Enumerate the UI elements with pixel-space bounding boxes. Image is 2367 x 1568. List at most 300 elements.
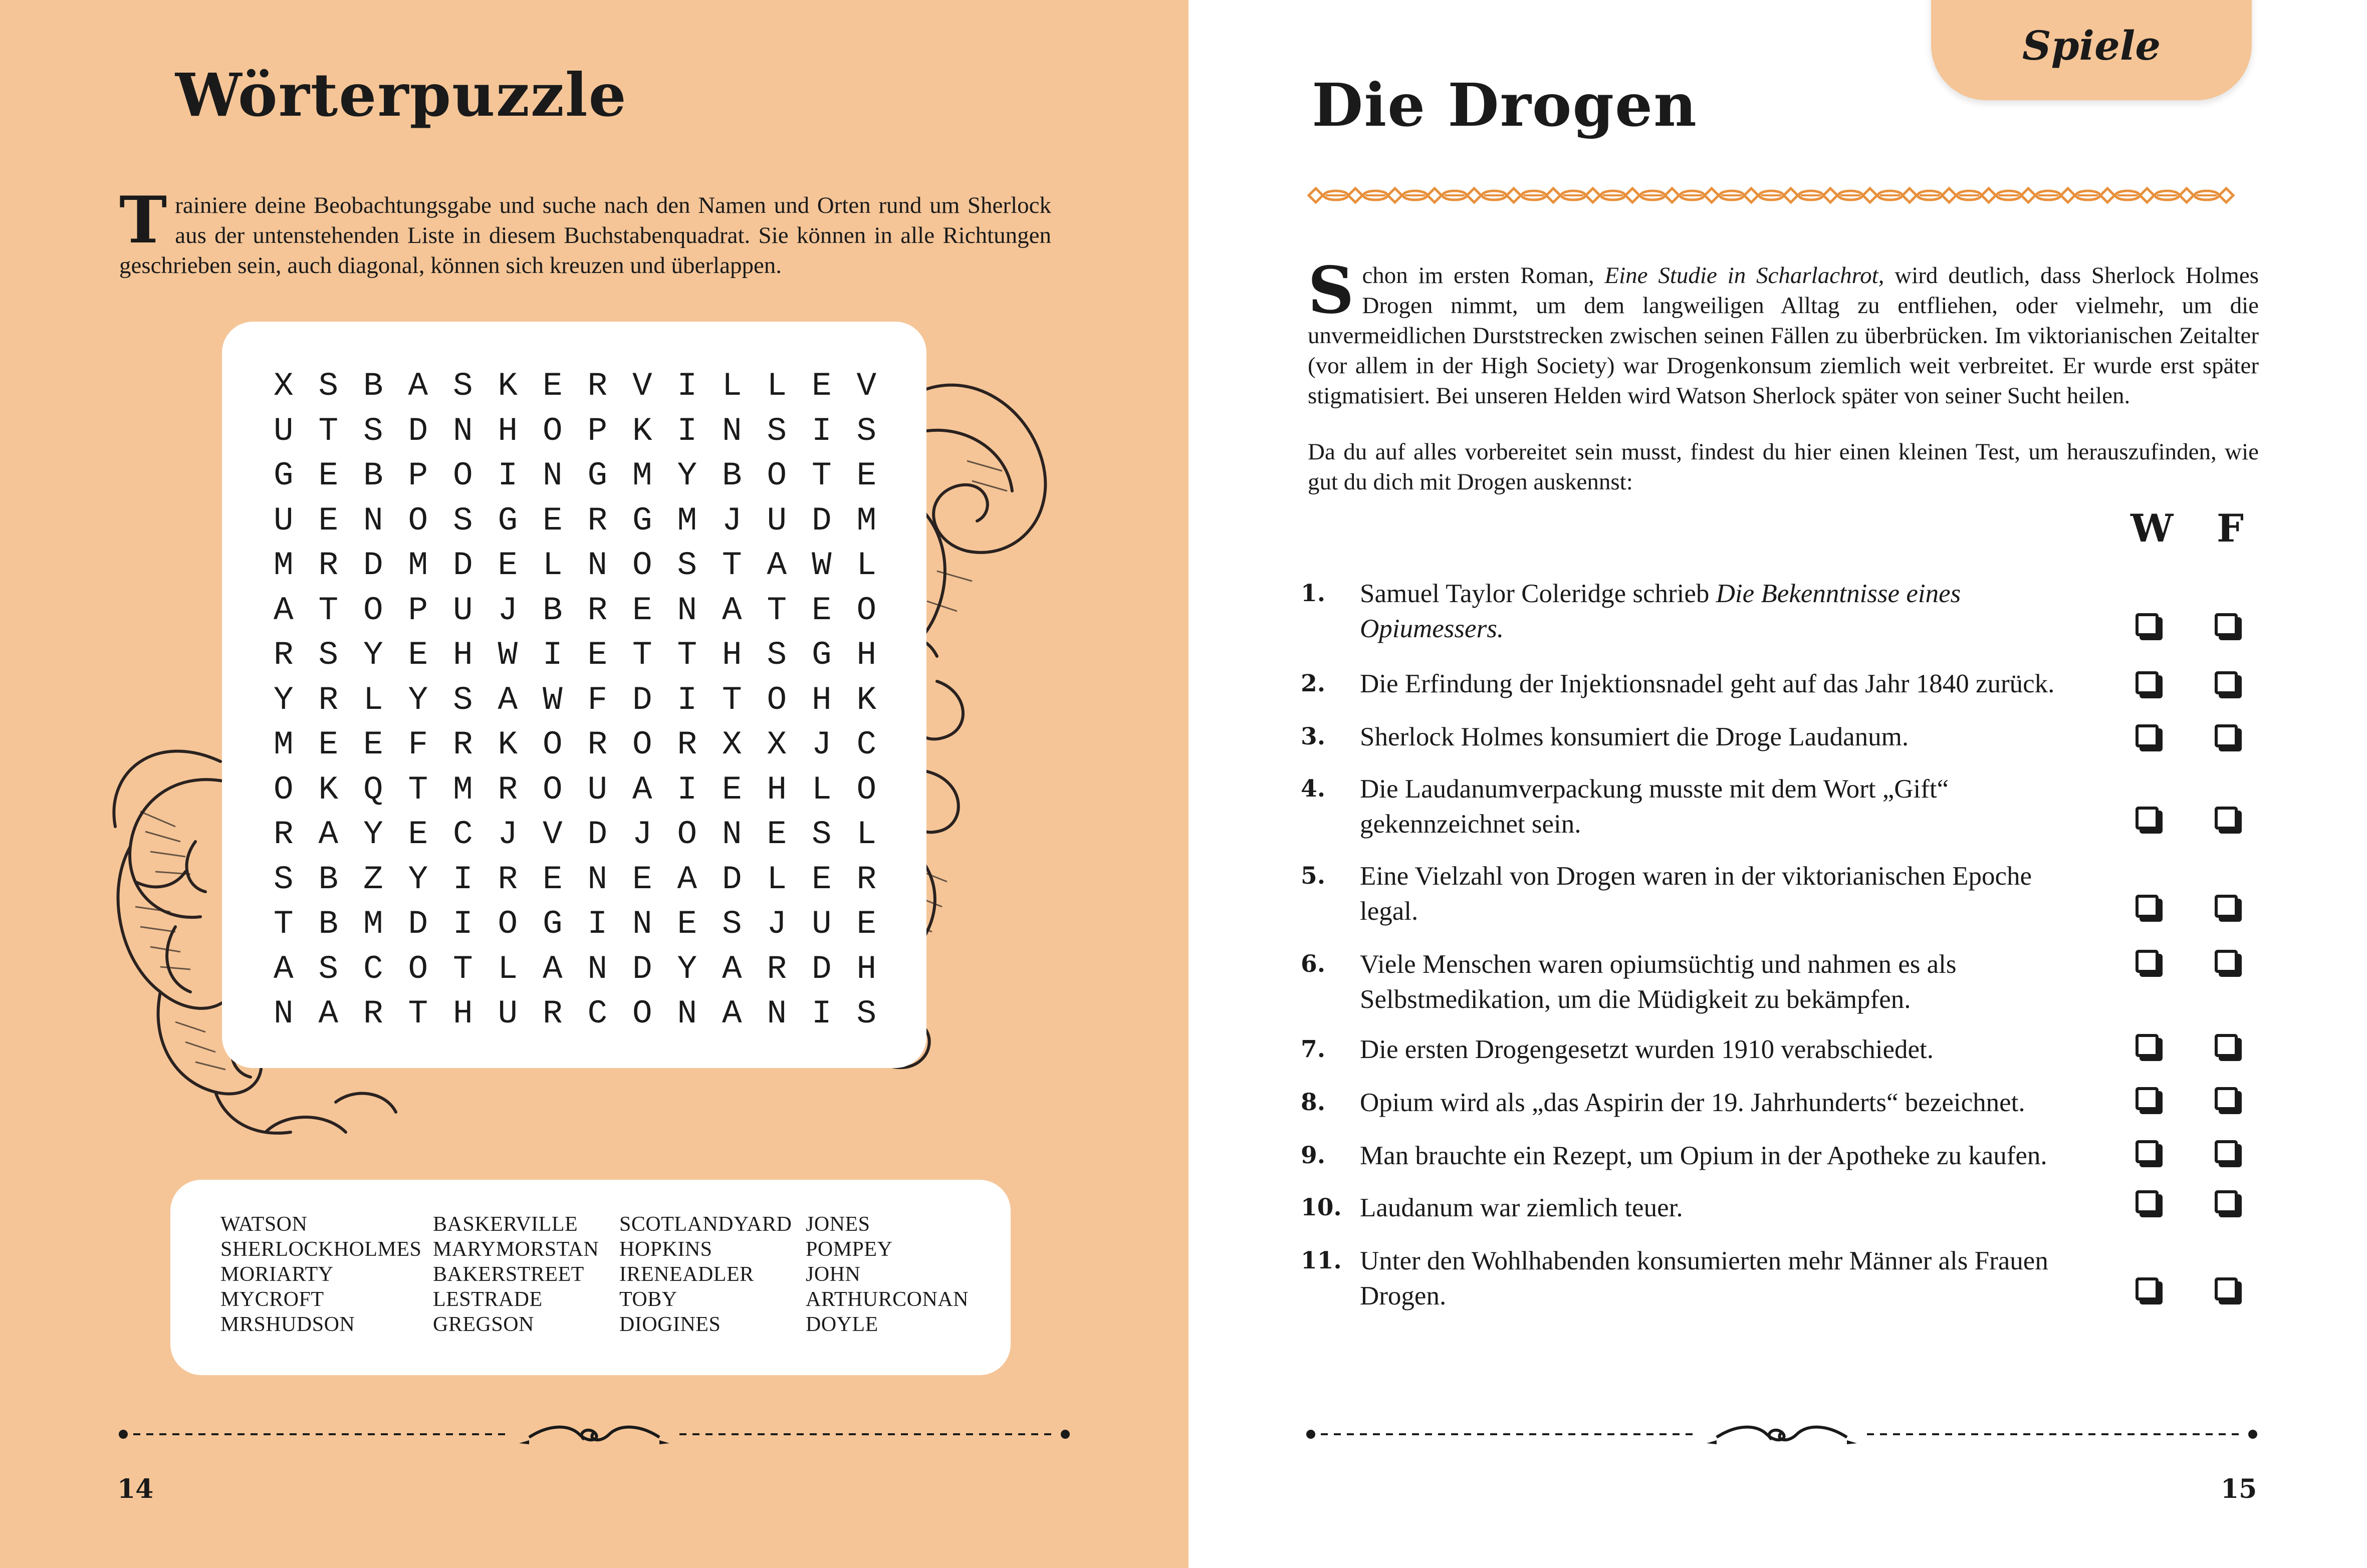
- grid-letter: H: [452, 636, 473, 674]
- grid-letter: T: [273, 905, 294, 943]
- grid-letter: I: [452, 905, 473, 943]
- grid-letter: E: [587, 636, 608, 674]
- question-text: [1360, 666, 2091, 701]
- grid-letter: H: [856, 636, 877, 674]
- grid-letter: L: [722, 367, 742, 405]
- grid-letter: S: [722, 905, 742, 943]
- grid-letter: T: [452, 950, 473, 988]
- grid-letter: R: [587, 591, 608, 629]
- grid-letter: Y: [363, 816, 383, 854]
- grid-letter: R: [498, 770, 518, 809]
- grid-letter: S: [767, 412, 787, 450]
- grid-letter: R: [498, 860, 518, 898]
- grid-letter: B: [363, 367, 383, 405]
- grid-letter: E: [856, 905, 877, 943]
- grid-letter: R: [587, 501, 608, 540]
- grid-letter: N: [722, 412, 742, 450]
- question-number: 3.: [1301, 723, 1326, 750]
- grid-letter: E: [498, 547, 518, 585]
- checkbox-false[interactable]: [2215, 1140, 2238, 1163]
- grid-letter: S: [452, 501, 473, 540]
- word-list-item: HOPKINS: [619, 1238, 713, 1261]
- grid-letter: O: [767, 457, 787, 495]
- grid-letter: T: [408, 770, 428, 809]
- checkbox-false[interactable]: [2215, 895, 2238, 918]
- question-text-italic: Die Bekenntnisse eines Opiumessers.: [1360, 579, 1961, 643]
- grid-letter: V: [856, 367, 877, 405]
- grid-letter: I: [677, 681, 697, 719]
- grid-letter: M: [273, 547, 294, 585]
- column-header-true: W: [2131, 506, 2174, 551]
- grid-letter: V: [542, 816, 563, 854]
- grid-letter: L: [767, 860, 787, 898]
- grid-letter: K: [632, 412, 652, 450]
- grid-letter: X: [767, 726, 787, 764]
- grid-letter: F: [408, 726, 428, 764]
- grid-letter: A: [318, 816, 339, 854]
- grid-letter: O: [632, 726, 652, 764]
- grid-letter: F: [587, 681, 608, 719]
- checkbox-false[interactable]: [2215, 1034, 2238, 1057]
- grid-letter: E: [542, 860, 563, 898]
- word-list-item: ARTHURCONAN: [806, 1288, 969, 1311]
- grid-letter: D: [632, 681, 652, 719]
- grid-letter: H: [452, 995, 473, 1033]
- checkbox-true[interactable]: [2136, 950, 2159, 973]
- question-text-plain: Laudanum war ziemlich teuer.: [1360, 1193, 1683, 1222]
- grid-letter: N: [587, 950, 608, 988]
- grid-letter: H: [811, 681, 832, 719]
- question-text-plain: Man brauchte ein Rezept, um Opium in der Apotheke zu kaufen.: [1360, 1141, 2047, 1170]
- grid-letter: O: [408, 501, 428, 540]
- word-list-item: IRENEADLER: [619, 1263, 754, 1286]
- grid-letter: S: [318, 950, 339, 988]
- grid-letter: N: [452, 412, 473, 450]
- grid-letter: D: [722, 860, 742, 898]
- grid-letter: S: [363, 412, 383, 450]
- grid-letter: K: [498, 367, 518, 405]
- grid-letter: P: [408, 591, 428, 629]
- grid-letter: K: [856, 681, 877, 719]
- grid-letter: A: [273, 591, 294, 629]
- grid-letter: E: [318, 457, 339, 495]
- grid-letter: D: [363, 547, 383, 585]
- grid-letter: T: [722, 681, 742, 719]
- grid-letter: M: [856, 501, 877, 540]
- grid-letter: H: [498, 412, 518, 450]
- question-text-plain: Eine Vielzahl von Drogen waren in der viktorianischen Epoche legal.: [1360, 862, 2032, 926]
- grid-letter: U: [273, 501, 294, 540]
- grid-letter: G: [273, 457, 294, 495]
- checkbox-true[interactable]: [2136, 671, 2159, 694]
- question-text: [1360, 576, 2091, 646]
- question-text-plain: Viele Menschen waren opiumsüchtig und nahmen es als Selbstmedikation, um die Müdigkeit zu bekämpfen.: [1360, 950, 1957, 1014]
- grid-letter: J: [811, 726, 832, 764]
- grid-letter: P: [587, 412, 608, 450]
- grid-letter: A: [632, 770, 652, 809]
- word-list-column: [220, 1212, 421, 1337]
- quiz-intro: Da du auf alles vorbereitet sein musst, findest du hier einen kleinen Test, um herauszufinden, wie gut du dich mit Drogen auskennst:: [1308, 439, 2259, 495]
- checkbox-true[interactable]: [2136, 807, 2159, 830]
- grid-letter: V: [632, 367, 652, 405]
- word-search-grid: [261, 364, 889, 1036]
- grid-letter: A: [722, 995, 742, 1033]
- grid-letter: H: [856, 950, 877, 988]
- grid-letter: U: [273, 412, 294, 450]
- grid-letter: N: [273, 995, 294, 1033]
- grid-letter: M: [363, 905, 383, 943]
- grid-letter: C: [363, 950, 383, 988]
- question-number: 9.: [1301, 1142, 1326, 1169]
- grid-letter: N: [587, 860, 608, 898]
- grid-letter: E: [408, 816, 428, 854]
- grid-letter: G: [632, 501, 652, 540]
- grid-letter: T: [811, 457, 832, 495]
- grid-letter: O: [632, 547, 652, 585]
- grid-letter: O: [856, 591, 877, 629]
- checkbox-true[interactable]: [2136, 1034, 2159, 1057]
- question-text: [1360, 947, 2091, 1017]
- grid-letter: N: [677, 995, 697, 1033]
- grid-letter: R: [677, 726, 697, 764]
- grid-letter: S: [767, 636, 787, 674]
- grid-letter: A: [542, 950, 563, 988]
- grid-letter: T: [318, 591, 339, 629]
- grid-letter: E: [856, 457, 877, 495]
- grid-letter: A: [677, 860, 697, 898]
- grid-letter: N: [587, 547, 608, 585]
- question-text-plain: Samuel Taylor Coleridge schrieb: [1360, 579, 1716, 608]
- grid-letter: D: [408, 412, 428, 450]
- grid-letter: D: [452, 547, 473, 585]
- word-list-item: MARYMORSTAN: [433, 1238, 599, 1261]
- grid-letter: E: [811, 367, 832, 405]
- drugs-intro: [1308, 253, 2259, 411]
- grid-letter: M: [632, 457, 652, 495]
- grid-letter: G: [811, 636, 832, 674]
- grid-letter: Z: [363, 860, 383, 898]
- grid-letter: J: [498, 816, 518, 854]
- grid-letter: S: [318, 636, 339, 674]
- grid-letter: E: [677, 905, 697, 943]
- grid-letter: S: [273, 860, 294, 898]
- grid-letter: E: [632, 591, 652, 629]
- question-text: [1360, 1085, 2091, 1120]
- question-number: 2.: [1301, 670, 1326, 697]
- grid-letter: Y: [677, 950, 697, 988]
- question-text: [1360, 719, 2091, 754]
- word-list-column: [619, 1212, 792, 1337]
- grid-letter: O: [677, 816, 697, 854]
- dropcap: S: [1308, 253, 1354, 328]
- grid-letter: Y: [677, 457, 697, 495]
- question-text: [1360, 771, 2091, 842]
- grid-letter: D: [811, 950, 832, 988]
- grid-letter: R: [542, 995, 563, 1033]
- grid-letter: K: [498, 726, 518, 764]
- grid-letter: E: [363, 726, 383, 764]
- word-list-item: LESTRADE: [433, 1288, 543, 1311]
- grid-letter: W: [811, 547, 832, 585]
- grid-letter: W: [498, 636, 518, 674]
- grid-letter: D: [587, 816, 608, 854]
- word-list-card: [170, 1180, 1011, 1375]
- word-list-item: JOHN: [806, 1263, 861, 1286]
- word-list-item: BAKERSTREET: [433, 1263, 584, 1286]
- grid-letter: E: [722, 770, 742, 809]
- grid-letter: W: [542, 681, 563, 719]
- word-list-item: MYCROFT: [220, 1288, 324, 1311]
- page-number: 15: [2221, 1474, 2257, 1504]
- checkbox-false[interactable]: [2215, 807, 2238, 830]
- question-number: 7.: [1301, 1035, 1326, 1063]
- question-number: 10.: [1301, 1194, 1342, 1221]
- page-title-word-puzzle: Wörterpuzzle: [175, 60, 627, 130]
- question-text-plain: Die Erfindung der Injektionsnadel geht auf das Jahr 1840 zurück.: [1360, 669, 2055, 698]
- grid-letter: X: [273, 367, 294, 405]
- word-list-item: DIOGINES: [619, 1313, 721, 1336]
- grid-letter: O: [632, 995, 652, 1033]
- grid-letter: R: [767, 950, 787, 988]
- grid-letter: M: [408, 547, 428, 585]
- grid-letter: H: [722, 636, 742, 674]
- word-list-item: WATSON: [220, 1213, 308, 1236]
- grid-letter: O: [452, 457, 473, 495]
- grid-letter: B: [542, 591, 563, 629]
- question-number: 1.: [1301, 580, 1326, 607]
- grid-letter: S: [811, 816, 832, 854]
- grid-letter: J: [498, 591, 518, 629]
- grid-letter: R: [273, 816, 294, 854]
- grid-letter: I: [677, 770, 697, 809]
- grid-letter: R: [856, 860, 877, 898]
- grid-letter: C: [587, 995, 608, 1033]
- grid-letter: C: [856, 726, 877, 764]
- page-title-drugs: Die Drogen: [1312, 70, 1698, 140]
- word-list-item: DOYLE: [806, 1313, 878, 1336]
- grid-letter: B: [363, 457, 383, 495]
- page-number: 14: [117, 1474, 154, 1504]
- question-text-plain: Die Laudanumverpackung musste mit dem Wort „Gift“ gekennzeichnet sein.: [1360, 774, 1949, 839]
- word-list-item: MORIARTY: [220, 1263, 334, 1286]
- grid-letter: U: [767, 501, 787, 540]
- checkbox-false[interactable]: [2215, 1277, 2238, 1300]
- grid-letter: O: [767, 681, 787, 719]
- grid-letter: T: [722, 547, 742, 585]
- word-list-item: POMPEY: [806, 1238, 893, 1261]
- word-search-card: [222, 322, 926, 1068]
- grid-letter: E: [318, 501, 339, 540]
- grid-letter: U: [587, 770, 608, 809]
- question-number: 5.: [1301, 862, 1326, 890]
- grid-letter: T: [318, 412, 339, 450]
- grid-letter: A: [767, 547, 787, 585]
- grid-letter: J: [767, 905, 787, 943]
- column-header-false: F: [2217, 506, 2244, 551]
- grid-letter: O: [856, 770, 877, 809]
- checkbox-true[interactable]: [2136, 724, 2159, 747]
- word-list-item: BASKERVILLE: [433, 1213, 578, 1236]
- grid-letter: Y: [408, 681, 428, 719]
- question-text: [1360, 1032, 2091, 1067]
- grid-letter: I: [587, 905, 608, 943]
- grid-letter: R: [452, 726, 473, 764]
- grid-letter: R: [318, 681, 339, 719]
- grid-letter: Y: [363, 636, 383, 674]
- grid-letter: O: [542, 412, 563, 450]
- footer-divider-ornament-icon: [1306, 1419, 2258, 1449]
- grid-letter: I: [811, 995, 832, 1033]
- word-list-item: SHERLOCKHOLMES: [220, 1238, 422, 1261]
- grid-letter: S: [677, 547, 697, 585]
- puzzle-intro-text: rainiere deine Beobachtungsgabe und suche nach den Namen und Orten rund um Sherlock aus der untenstehenden Liste in diesem Buchstabenquadrat. Sie können in alle Richtungen geschrieben sein, auch diagonal, können sich kreuzen und überlappen.: [119, 192, 1051, 279]
- question-text-plain: Die ersten Drogengesetzt wurden 1910 verabschiedet.: [1360, 1035, 1934, 1064]
- word-list-column: [806, 1212, 969, 1337]
- grid-letter: O: [363, 591, 383, 629]
- question-text-plain: Sherlock Holmes konsumiert die Droge Laudanum.: [1360, 722, 1909, 751]
- grid-letter: E: [811, 860, 832, 898]
- grid-letter: J: [632, 816, 652, 854]
- grid-letter: U: [452, 591, 473, 629]
- question-text: [1360, 1243, 2091, 1314]
- checkbox-false[interactable]: [2215, 1087, 2238, 1110]
- grid-letter: N: [542, 457, 563, 495]
- grid-letter: K: [318, 770, 339, 809]
- word-list-item: MRSHUDSON: [220, 1313, 355, 1336]
- word-list-item: JONES: [806, 1213, 870, 1236]
- grid-letter: D: [811, 501, 832, 540]
- grid-letter: L: [498, 950, 518, 988]
- grid-letter: A: [408, 367, 428, 405]
- grid-letter: Q: [363, 770, 383, 809]
- grid-letter: D: [408, 905, 428, 943]
- grid-letter: R: [587, 367, 608, 405]
- checkbox-false[interactable]: [2215, 613, 2238, 636]
- grid-letter: I: [677, 412, 697, 450]
- grid-letter: E: [408, 636, 428, 674]
- grid-letter: S: [318, 367, 339, 405]
- checkbox-true[interactable]: [2136, 1087, 2159, 1110]
- drugs-intro-part2: wird deutlich, dass Sherlock Holmes Drogen nimmt, um dem langweiligen Alltag zu entfliehen, oder vielmehr, um die unvermeidlichen Durststrecken zwischen seinen Fällen zu überbrücken. Im viktorianischen Zeitalter (vor allem in der High Society) war Drogenkonsum ziemlich weit verbreitet. Er wurde erst später stigmatisiert. Bei unseren Helden wird Watson Sherlock später von seiner Sucht heilen.: [1308, 263, 2259, 409]
- word-list-item: SCOTLANDYARD: [619, 1213, 792, 1236]
- grid-letter: M: [677, 501, 697, 540]
- grid-letter: I: [452, 860, 473, 898]
- grid-letter: L: [767, 367, 787, 405]
- question-text: [1360, 1190, 2091, 1225]
- grid-letter: E: [767, 816, 787, 854]
- grid-letter: S: [452, 367, 473, 405]
- grid-letter: G: [542, 905, 563, 943]
- checkbox-false[interactable]: [2215, 950, 2238, 973]
- chain-ornament-icon: [1306, 180, 2261, 210]
- grid-letter: E: [542, 501, 563, 540]
- grid-letter: O: [542, 726, 563, 764]
- grid-letter: L: [856, 547, 877, 585]
- checkbox-true[interactable]: [2136, 895, 2159, 918]
- grid-letter: L: [811, 770, 832, 809]
- grid-letter: A: [722, 591, 742, 629]
- grid-letter: G: [587, 457, 608, 495]
- grid-letter: H: [767, 770, 787, 809]
- grid-letter: G: [498, 501, 518, 540]
- word-list-item: TOBY: [619, 1288, 677, 1311]
- grid-letter: E: [632, 860, 652, 898]
- checkbox-false[interactable]: [2215, 1190, 2238, 1213]
- grid-letter: E: [811, 591, 832, 629]
- grid-letter: T: [408, 995, 428, 1033]
- grid-letter: N: [767, 995, 787, 1033]
- grid-letter: S: [856, 995, 877, 1033]
- grid-letter: U: [498, 995, 518, 1033]
- grid-letter: N: [632, 905, 652, 943]
- drugs-intro-part1: chon im ersten Roman,: [1362, 263, 1605, 289]
- grid-letter: M: [452, 770, 473, 809]
- grid-letter: R: [587, 726, 608, 764]
- grid-letter: O: [542, 770, 563, 809]
- book-title: Eine Studie in Scharlachrot,: [1604, 263, 1884, 289]
- question-number: 11.: [1301, 1247, 1342, 1274]
- grid-letter: I: [677, 367, 697, 405]
- grid-letter: L: [856, 816, 877, 854]
- checkbox-true[interactable]: [2136, 1140, 2159, 1163]
- checkbox-false[interactable]: [2215, 724, 2238, 747]
- grid-letter: O: [273, 770, 294, 809]
- grid-letter: E: [318, 726, 339, 764]
- puzzle-intro: [119, 183, 1051, 281]
- grid-letter: I: [811, 412, 832, 450]
- grid-letter: Y: [273, 681, 294, 719]
- grid-letter: L: [542, 547, 563, 585]
- section-tab: Spiele: [1931, 0, 2252, 100]
- grid-letter: D: [632, 950, 652, 988]
- grid-letter: R: [318, 547, 339, 585]
- question-text-plain: Unter den Wohlhabenden konsumierten mehr Männer als Frauen Drogen.: [1360, 1246, 2048, 1311]
- grid-letter: N: [363, 501, 383, 540]
- grid-letter: A: [498, 681, 518, 719]
- question-number: 6.: [1301, 950, 1326, 978]
- checkbox-true[interactable]: [2136, 1190, 2159, 1213]
- grid-letter: O: [498, 905, 518, 943]
- word-list-column: [433, 1212, 599, 1337]
- grid-letter: L: [363, 681, 383, 719]
- grid-letter: T: [677, 636, 697, 674]
- question-number: 4.: [1301, 775, 1326, 803]
- grid-letter: S: [856, 412, 877, 450]
- grid-letter: T: [632, 636, 652, 674]
- grid-letter: U: [811, 905, 832, 943]
- question-text: [1360, 859, 2091, 929]
- dropcap: T: [119, 183, 167, 258]
- grid-letter: M: [273, 726, 294, 764]
- grid-letter: R: [273, 636, 294, 674]
- grid-letter: P: [408, 457, 428, 495]
- footer-divider-ornament-icon: [118, 1419, 1070, 1449]
- grid-letter: X: [722, 726, 742, 764]
- grid-letter: A: [318, 995, 339, 1033]
- grid-letter: J: [722, 501, 742, 540]
- question-text-plain: Opium wird als „das Aspirin der 19. Jahrhunderts“ bezeichnet.: [1360, 1088, 2025, 1117]
- checkbox-true[interactable]: [2136, 1277, 2159, 1300]
- grid-letter: I: [498, 457, 518, 495]
- grid-letter: A: [722, 950, 742, 988]
- grid-letter: A: [273, 950, 294, 988]
- grid-letter: I: [542, 636, 563, 674]
- checkbox-false[interactable]: [2215, 671, 2238, 694]
- checkbox-true[interactable]: [2136, 613, 2159, 636]
- grid-letter: C: [452, 816, 473, 854]
- grid-letter: R: [363, 995, 383, 1033]
- grid-letter: E: [542, 367, 563, 405]
